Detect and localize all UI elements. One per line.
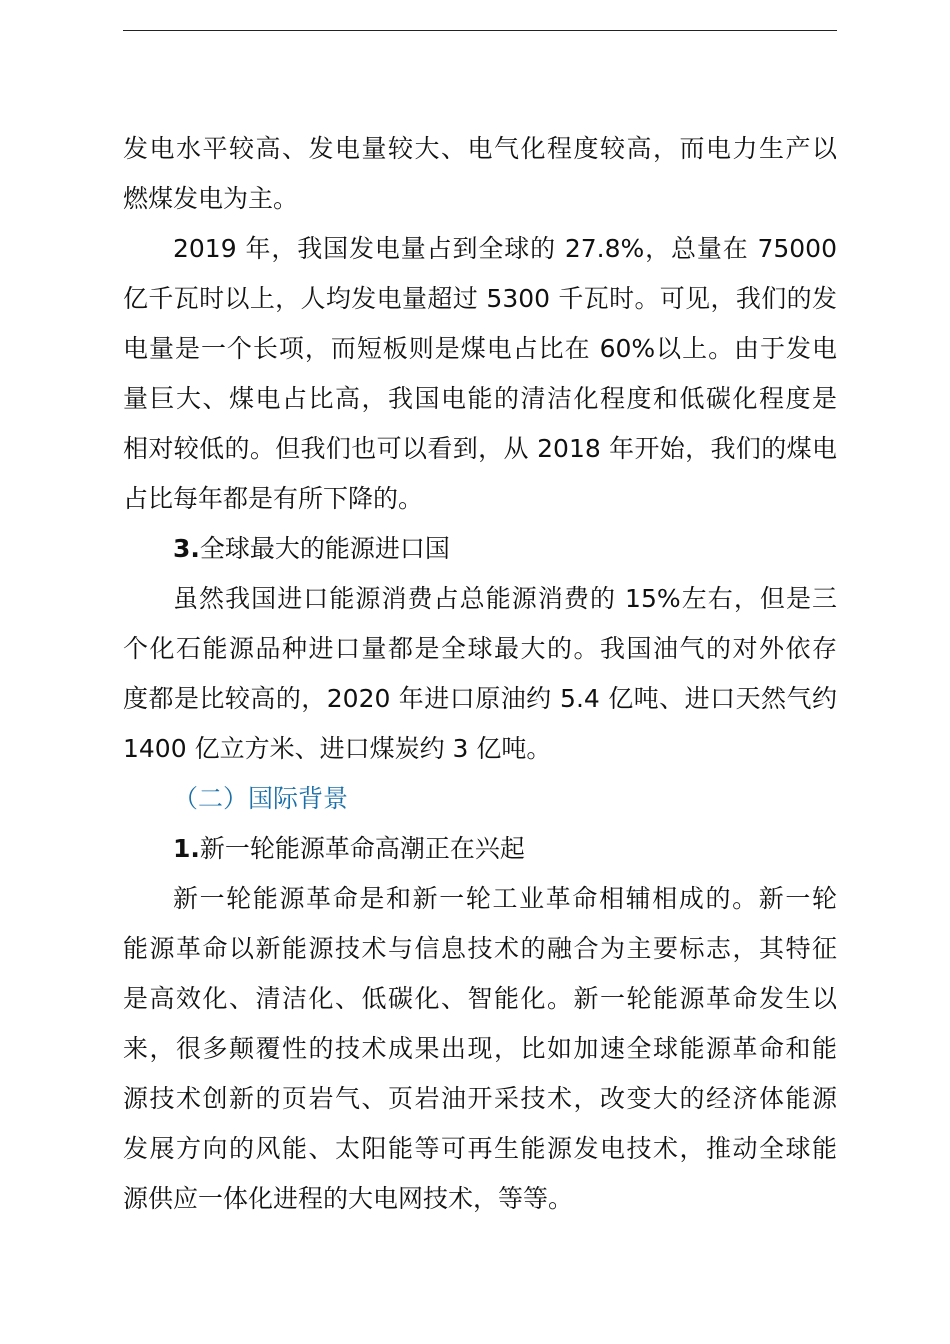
text-line: 来，很多颠覆性的技术成果出现，比如加速全球能源革命和能 <box>123 1034 837 1063</box>
heading-largest-importer <box>123 524 837 574</box>
heading-text: 新一轮能源革命高潮正在兴起 <box>199 834 525 863</box>
paragraph-power-generation <box>123 224 837 524</box>
heading-number: 1. <box>173 834 200 863</box>
text-line: 度都是比较高的，2020 年进口原油约 5.4 亿吨、进口天然气约 <box>123 684 837 713</box>
text-line: 能源革命以新能源技术与信息技术的融合为主要标志，其特征 <box>123 934 837 963</box>
text-line: 是高效化、清洁化、低碳化、智能化。新一轮能源革命发生以 <box>123 984 837 1013</box>
text-line: 发展方向的风能、太阳能等可再生能源发电技术，推动全球能 <box>123 1134 837 1163</box>
heading-text: 全球最大的能源进口国 <box>199 534 450 563</box>
paragraph-continuation <box>123 124 837 224</box>
text-line: 发电水平较高、发电量较大、电气化程度较高，而电力生产以 <box>123 134 837 163</box>
paragraph-energy-imports <box>123 574 837 774</box>
section-heading-international: （二）国际背景 <box>173 784 349 813</box>
paragraph-energy-revolution <box>123 874 837 1224</box>
heading-energy-revolution <box>123 824 837 874</box>
text-line: 1400 亿立方米、进口煤炭约 3 亿吨。 <box>123 734 552 763</box>
text-line: 电量是一个长项，而短板则是煤电占比在 60%以上。由于发电 <box>123 334 837 363</box>
text-line: 2019 年，我国发电量占到全球的 27.8%，总量在 75000 <box>173 234 837 263</box>
text-line: 源供应一体化进程的大电网技术，等等。 <box>123 1184 574 1213</box>
document-body <box>123 124 837 1224</box>
text-line: 新一轮能源革命是和新一轮工业革命相辅相成的。新一轮 <box>173 884 837 913</box>
text-line: 亿千瓦时以上，人均发电量超过 5300 千瓦时。可见，我们的发 <box>123 284 837 313</box>
text-line: 燃煤发电为主。 <box>123 184 299 213</box>
text-line: 相对较低的。但我们也可以看到，从 2018 年开始，我们的煤电 <box>123 434 837 463</box>
heading-number: 3. <box>173 534 200 563</box>
text-line: 虽然我国进口能源消费占总能源消费的 15%左右，但是三 <box>173 584 837 613</box>
text-line: 量巨大、煤电占比高，我国电能的清洁化程度和低碳化程度是 <box>123 384 837 413</box>
text-line: 源技术创新的页岩气、页岩油开采技术，改变大的经济体能源 <box>123 1084 837 1113</box>
text-line: 占比每年都是有所下降的。 <box>123 484 424 513</box>
text-line: 个化石能源品种进口量都是全球最大的。我国油气的对外依存 <box>123 634 837 663</box>
header-rule <box>123 30 837 31</box>
